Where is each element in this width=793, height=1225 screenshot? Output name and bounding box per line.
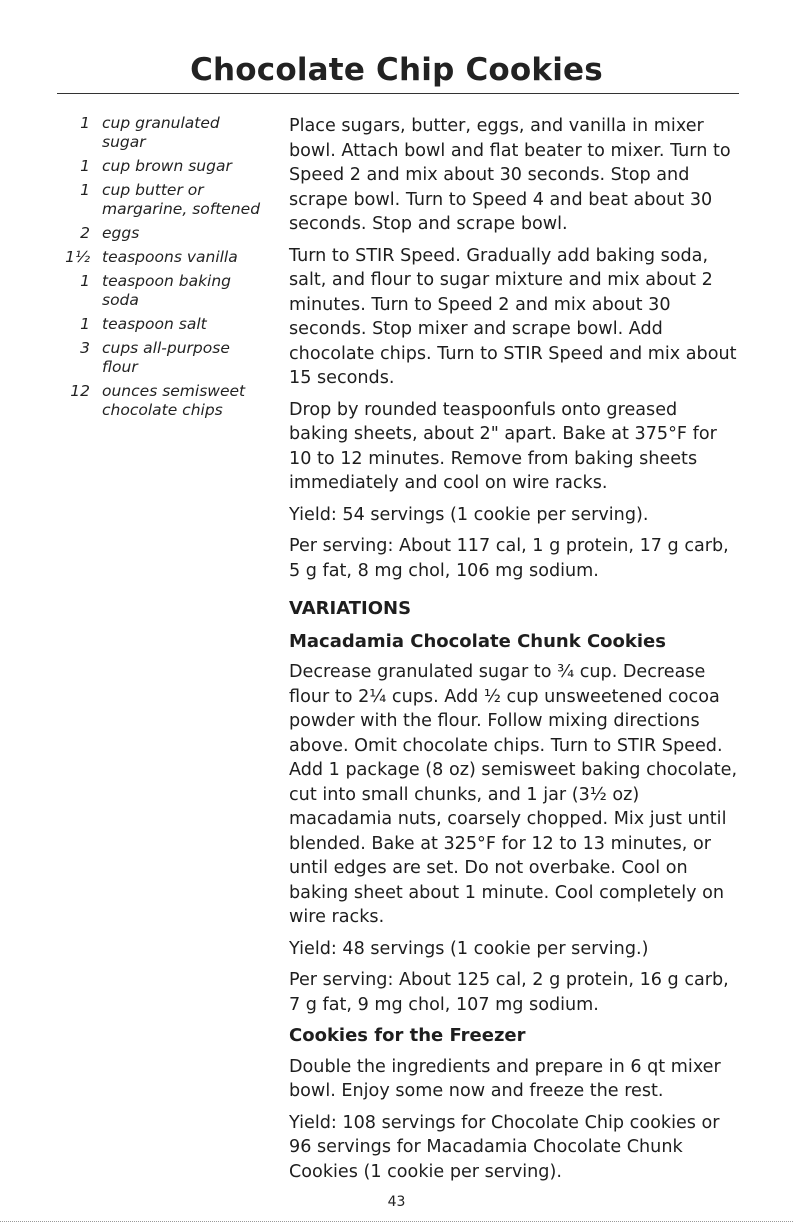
direction-paragraph: Drop by rounded teaspoonfuls onto greased baking sheets, about 2" apart. Bake at 375°F for 10 to 12 minutes. Remove from baking sheets immediately and cool on wire racks. bbox=[289, 399, 717, 493]
ingredient-name: cup brown sugar bbox=[102, 157, 232, 175]
yield-text: Yield: 54 servings (1 cookie per serving). bbox=[289, 504, 649, 525]
page-number: 43 bbox=[387, 1194, 406, 1210]
ingredient-item bbox=[60, 315, 265, 334]
ingredient-quantity: 1 bbox=[80, 181, 90, 199]
title-divider bbox=[57, 93, 739, 94]
ingredient-quantity: 1 bbox=[80, 114, 90, 132]
freezer-yield: Yield: 108 servings for Chocolate Chip cookies or 96 servings for Macadamia Chocolate Chunk Cookies (1 cookie per serving). bbox=[289, 1112, 720, 1182]
direction-paragraph: Place sugars, butter, eggs, and vanilla in mixer bowl. Attach bowl and flat beater to mixer. Turn to Speed 2 and mix about 30 seconds. Stop and scrape bowl. Turn to Speed 4 and beat about 30 seconds. Stop and scrape bowl. bbox=[289, 116, 731, 234]
bottom-divider bbox=[0, 1221, 793, 1222]
ingredient-quantity: 1 bbox=[80, 157, 90, 175]
ingredient-item bbox=[60, 339, 265, 377]
ingredient-item bbox=[60, 181, 265, 219]
ingredient-quantity: 1 bbox=[80, 315, 90, 333]
ingredient-item bbox=[60, 114, 265, 152]
ingredient-name: ounces semisweet chocolate chips bbox=[102, 382, 246, 419]
ingredient-name: eggs bbox=[102, 224, 140, 242]
freezer-heading: Cookies for the Freezer bbox=[289, 1025, 526, 1046]
nutrition-text: Per serving: About 117 cal, 1 g protein, 17 g carb, 5 g fat, 8 mg chol, 106 mg sodium. bbox=[289, 536, 729, 581]
ingredient-name: cup granulated sugar bbox=[102, 114, 220, 151]
macadamia-heading: Macadamia Chocolate Chunk Cookies bbox=[289, 630, 666, 652]
recipe-content bbox=[289, 114, 739, 1191]
ingredient-item bbox=[60, 382, 265, 420]
ingredient-quantity: 12 bbox=[70, 382, 90, 400]
ingredient-item bbox=[60, 272, 265, 310]
ingredient-name: teaspoon baking soda bbox=[102, 272, 232, 309]
variations-heading: VARIATIONS bbox=[289, 598, 412, 619]
ingredient-list bbox=[60, 114, 265, 425]
ingredient-item bbox=[60, 157, 265, 176]
macadamia-nutrition: Per serving: About 125 cal, 2 g protein, 16 g carb, 7 g fat, 9 mg chol, 107 mg sodium. bbox=[289, 970, 729, 1015]
ingredient-item bbox=[60, 224, 265, 243]
ingredient-name: teaspoons vanilla bbox=[102, 248, 238, 266]
ingredient-name: cup butter or margarine, softened bbox=[102, 181, 261, 218]
ingredient-item bbox=[60, 248, 265, 267]
ingredient-quantity: 2 bbox=[80, 224, 90, 242]
freezer-paragraph: Double the ingredients and prepare in 6 qt mixer bowl. Enjoy some now and freeze the rest. bbox=[289, 1056, 721, 1101]
page-title: Chocolate Chip Cookies bbox=[190, 52, 603, 88]
ingredient-quantity: 3 bbox=[80, 339, 90, 357]
direction-paragraph: Turn to STIR Speed. Gradually add baking soda, salt, and flour to sugar mixture and mix about 2 minutes. Turn to Speed 2 and mix about 30 seconds. Stop mixer and scrape bowl. Add chocolate chips. Turn to STIR Speed and mix about 15 seconds. bbox=[289, 245, 737, 388]
ingredient-name: cups all-purpose flour bbox=[102, 339, 230, 376]
ingredient-quantity: 1 bbox=[80, 272, 90, 290]
macadamia-yield: Yield: 48 servings (1 cookie per serving.) bbox=[289, 938, 649, 959]
ingredient-name: teaspoon salt bbox=[102, 315, 207, 333]
ingredient-quantity: 1½ bbox=[65, 248, 90, 266]
macadamia-paragraph: Decrease granulated sugar to ¾ cup. Decrease flour to 2¼ cups. Add ½ cup unsweetened cocoa powder with the flour. Follow mixing directions above. Omit chocolate chips. Turn to STIR Speed. Add 1 package (8 oz) semisweet baking chocolate, cut into small chunks, and 1 jar (3½ oz) macadamia nuts, coarsely chopped. Mix just until blended. Bake at 325°F for 12 to 13 minutes, or until edges are set. Do not overbake. Cool on baking sheet about 1 minute. Cool completely on wire racks. bbox=[289, 662, 738, 927]
